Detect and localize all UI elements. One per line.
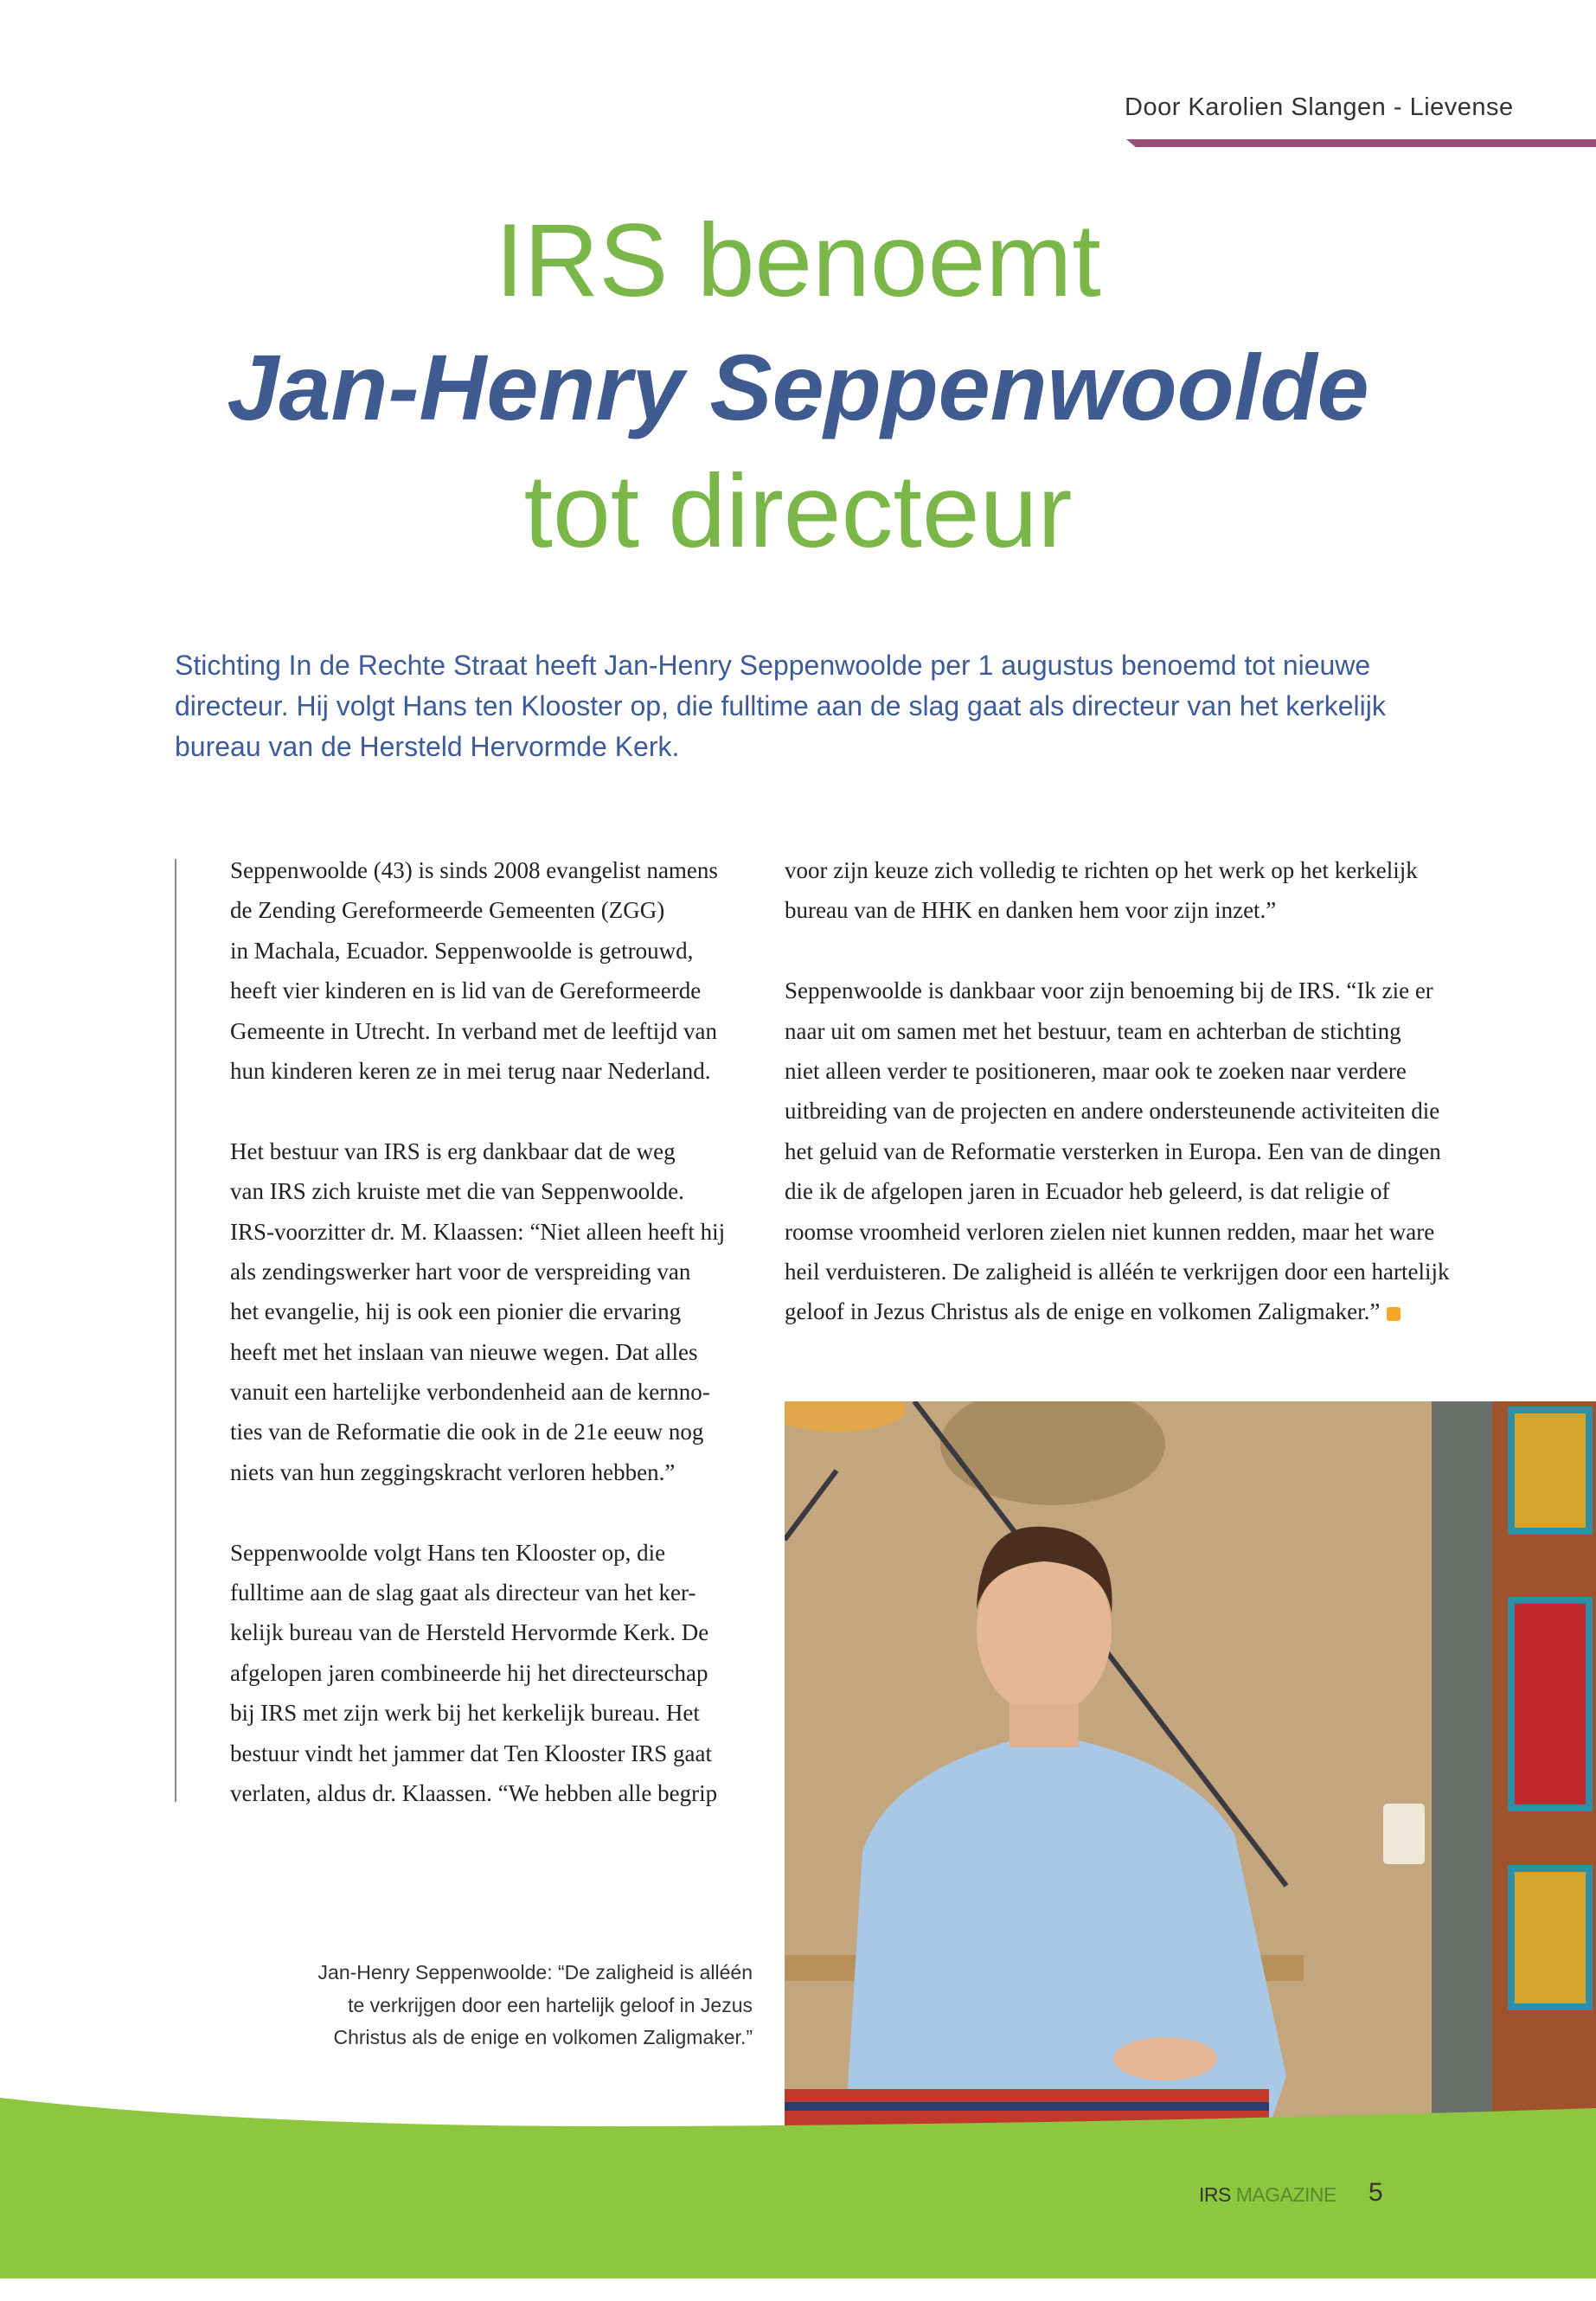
text-line: Seppenwoolde volgt Hans ten Klooster op, die xyxy=(230,1539,666,1566)
magazine-name xyxy=(1199,2183,1336,2207)
intro-line: Stichting In de Rechte Straat heeft Jan-Henry Seppenwoolde per 1 augustus benoemd tot nieuwe xyxy=(175,650,1371,681)
text-line: niets van hun zeggingskracht verloren hebben.” xyxy=(230,1458,676,1485)
text-line: bestuur vindt het jammer dat Ten Klooster IRS gaat xyxy=(230,1740,712,1766)
text-line: bureau van de HHK en danken hem voor zijn inzet.” xyxy=(785,897,1277,924)
text-line: IRS-voorzitter dr. M. Klaassen: “Niet alleen heeft hij xyxy=(230,1218,726,1245)
body-column-right xyxy=(785,850,1449,1332)
text-line xyxy=(230,1492,725,1532)
green-footer-band xyxy=(0,2076,1596,2301)
text-line: in Machala, Ecuador. Seppenwoolde is getrouwd, xyxy=(230,937,694,964)
end-mark-icon xyxy=(1387,1307,1401,1321)
caption-line: Jan-Henry Seppenwoolde: “De zaligheid is alléén xyxy=(317,1961,753,1984)
text-line: hun kinderen keren ze in mei terug naar Nederland. xyxy=(230,1057,711,1084)
caption-line: te verkrijgen door een hartelijk geloof in Jezus xyxy=(348,1993,753,2016)
column-rule xyxy=(175,859,176,1802)
author-byline: Door Karolien Slangen - Lievense xyxy=(1125,93,1514,121)
text-line: de Zending Gereformeerde Gemeenten (ZGG) xyxy=(230,897,665,924)
intro-line: bureau van de Hersteld Hervormde Kerk. xyxy=(175,731,680,762)
text-line: die ik de afgelopen jaren in Ecuador heb geleerd, is dat religie of xyxy=(785,1178,1390,1205)
text-line: als zendingswerker hart voor de verspreiding van xyxy=(230,1258,691,1285)
intro-paragraph xyxy=(175,645,1386,767)
text-line xyxy=(230,1091,725,1131)
text-line: heeft met het inslaan van nieuwe wegen. Dat alles xyxy=(230,1338,698,1365)
text-line xyxy=(785,931,1449,971)
text-line: verlaten, aldus dr. Klaassen. “We hebben alle begrip xyxy=(230,1779,718,1806)
headline-line-3: tot directeur xyxy=(523,453,1073,569)
text-line: kelijk bureau van de Hersteld Hervormde Kerk. De xyxy=(230,1619,709,1646)
text-line: ties van de Reformatie die ook in de 21e eeuw nog xyxy=(230,1419,704,1445)
text-line: Seppenwoolde is dankbaar voor zijn benoeming bij de IRS. “Ik zie er xyxy=(785,977,1433,1004)
text-line: Gemeente in Utrecht. In verband met de leeftijd van xyxy=(230,1017,718,1044)
text-line: naar uit om samen met het bestuur, team en achterban de stichting xyxy=(785,1017,1401,1044)
text-line: vanuit een hartelijke verbondenheid aan de kernno- xyxy=(230,1379,710,1406)
photo-caption xyxy=(318,1957,753,2054)
byline-rule xyxy=(1126,139,1596,147)
text-line: het geluid van de Reformatie versterken in Europa. Een van de dingen xyxy=(785,1138,1441,1164)
text-line: uitbreiding van de projecten en andere ondersteunende activiteiten die xyxy=(785,1098,1440,1125)
magazine-label: MAGAZINE xyxy=(1235,2183,1336,2206)
headline-line-1: IRS benoemt xyxy=(495,202,1101,318)
text-line: heeft vier kinderen en is lid van de Gereformeerde xyxy=(230,977,702,1004)
text-line: van IRS zich kruiste met die van Seppenwoolde. xyxy=(230,1178,684,1205)
intro-line: directeur. Hij volgt Hans ten Klooster op, die fulltime aan de slag gaat als directeur van het kerkelijk xyxy=(175,690,1386,721)
text-line: afgelopen jaren combineerde hij het directeurschap xyxy=(230,1659,708,1686)
text-line: bij IRS met zijn werk bij het kerkelijk bureau. Het xyxy=(230,1700,700,1727)
text-line: Het bestuur van IRS is erg dankbaar dat de weg xyxy=(230,1138,676,1164)
text-line: geloof in Jezus Christus als de enige en volkomen Zaligmaker.” xyxy=(785,1292,1449,1331)
caption-line: Christus als de enige en volkomen Zaligmaker.” xyxy=(333,2026,753,2048)
text-line: heil verduisteren. De zaligheid is alléén te verkrijgen door een hartelijk xyxy=(785,1258,1450,1285)
text-line: niet alleen verder te positioneren, maar ook te zoeken naar verdere xyxy=(785,1057,1407,1084)
text-line: voor zijn keuze zich volledig te richten op het werk op het kerkelijk xyxy=(785,857,1418,883)
portrait-photo xyxy=(785,1401,1596,2128)
headline-name: Jan-Henry Seppenwoolde xyxy=(227,335,1369,439)
page-number: 5 xyxy=(1368,2178,1383,2207)
text-line: fulltime aan de slag gaat als directeur van het ker- xyxy=(230,1580,696,1606)
brand: IRS xyxy=(1199,2183,1231,2206)
body-column-left xyxy=(230,850,725,1813)
text-line: het evangelie, hij is ook een pionier die ervaring xyxy=(230,1298,682,1325)
text-line: roomse vroomheid verloren zielen niet kunnen redden, maar het ware xyxy=(785,1218,1435,1245)
text-line: Seppenwoolde (43) is sinds 2008 evangelist namens xyxy=(230,857,718,883)
